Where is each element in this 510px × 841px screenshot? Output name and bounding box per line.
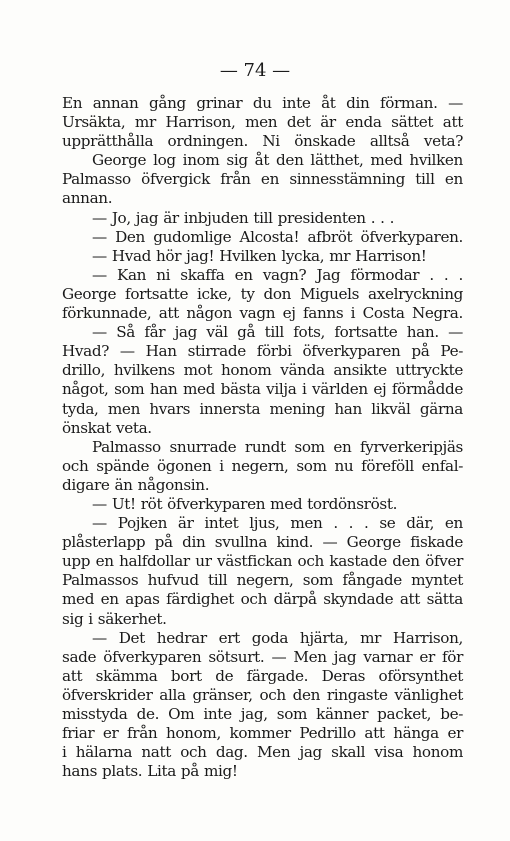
text-line: — Det hedrar ert goda hjärta, mr Harrison, [92,628,463,647]
text-line: Palmasso öfvergick från en sinnesstämning till en [62,170,463,189]
text-line: George fortsatte icke, ty don Miguels axelryckning [62,284,463,303]
text-line: förkunnade, att någon vagn ej fanns i Costa Negra. [62,304,463,323]
text-line: önskat veta. [62,418,152,437]
text-line: Palmasso snurrade rundt som en fyrverkeripjäs [92,437,463,456]
text-line: — Pojken är intet ljus, men . . . se där, en [92,514,463,533]
text-line: digare än någonsin. [62,475,210,494]
text-line: — Så får jag väl gå till fots, fortsatte han. — [92,323,463,342]
text-line: — Ut! röt öfverkyparen med tordönsröst. [92,494,398,513]
text-line: Hvad? — Han stirrade förbi öfverkyparen på Pe- [62,342,463,361]
text-line: drillo, hvilkens mot honom vända ansikte uttryckte [62,361,463,380]
page-number: — 74 — [219,60,291,81]
text-line: med en apas färdighet och därpå skyndade att sätta [62,590,463,609]
text-line: upp en halfdollar ur västfickan och kastade den öfver [62,552,463,571]
body-text [62,94,463,781]
text-line: i hälarna natt och dag. Men jag skall visa honom [62,743,463,762]
text-line: misstyda de. Om inte jag, som känner packet, be- [62,705,463,723]
text-line: annan. [62,189,113,208]
text-line: En annan gång grinar du inte åt din förman. — [62,94,463,112]
text-line: öfverskrider alla gränser, och den ringaste vänlighet [62,685,463,704]
text-line: — Kan ni skaffa en vagn? Jag förmodar . . . [92,265,463,284]
text-line: något, som han med bästa vilja i världen ej förmådde [62,380,463,399]
text-line: sig i säkerhet. [62,609,167,628]
text-line: — Den gudomlige Alcosta! afbröt öfverkyparen. [92,227,463,246]
text-line: friar er från honom, kommer Pedrillo att hänga er [62,724,463,743]
text-line: tyda, men hvars innersta mening han likväl gärna [62,399,463,418]
text-line: att skämma bort de färgade. Deras oförsynthet [62,666,463,685]
text-line: hans plats. Lita på mig! [62,762,238,781]
text-line: Ursäkta, mr Harrison, men det är enda sättet att [62,113,463,132]
text-line: upprätthålla ordningen. Ni önskade alltså veta? [62,132,463,151]
text-line: George log inom sig åt den lätthet, med hvilken [92,151,463,170]
text-line: och spände ögonen i negern, som nu föreföll enfal- [62,456,463,475]
text-line: — Jo, jag är inbjuden till presidenten . . . [92,208,395,227]
text-line: Palmassos hufvud till negern, som fångade myntet [62,571,463,590]
text-line: — Hvad hör jag! Hvilken lycka, mr Harrison! [92,246,427,265]
text-line: plåsterlapp på din svullna kind. — George fiskade [62,533,463,552]
text-line: sade öfverkyparen sötsurt. — Men jag varnar er för [62,647,463,666]
